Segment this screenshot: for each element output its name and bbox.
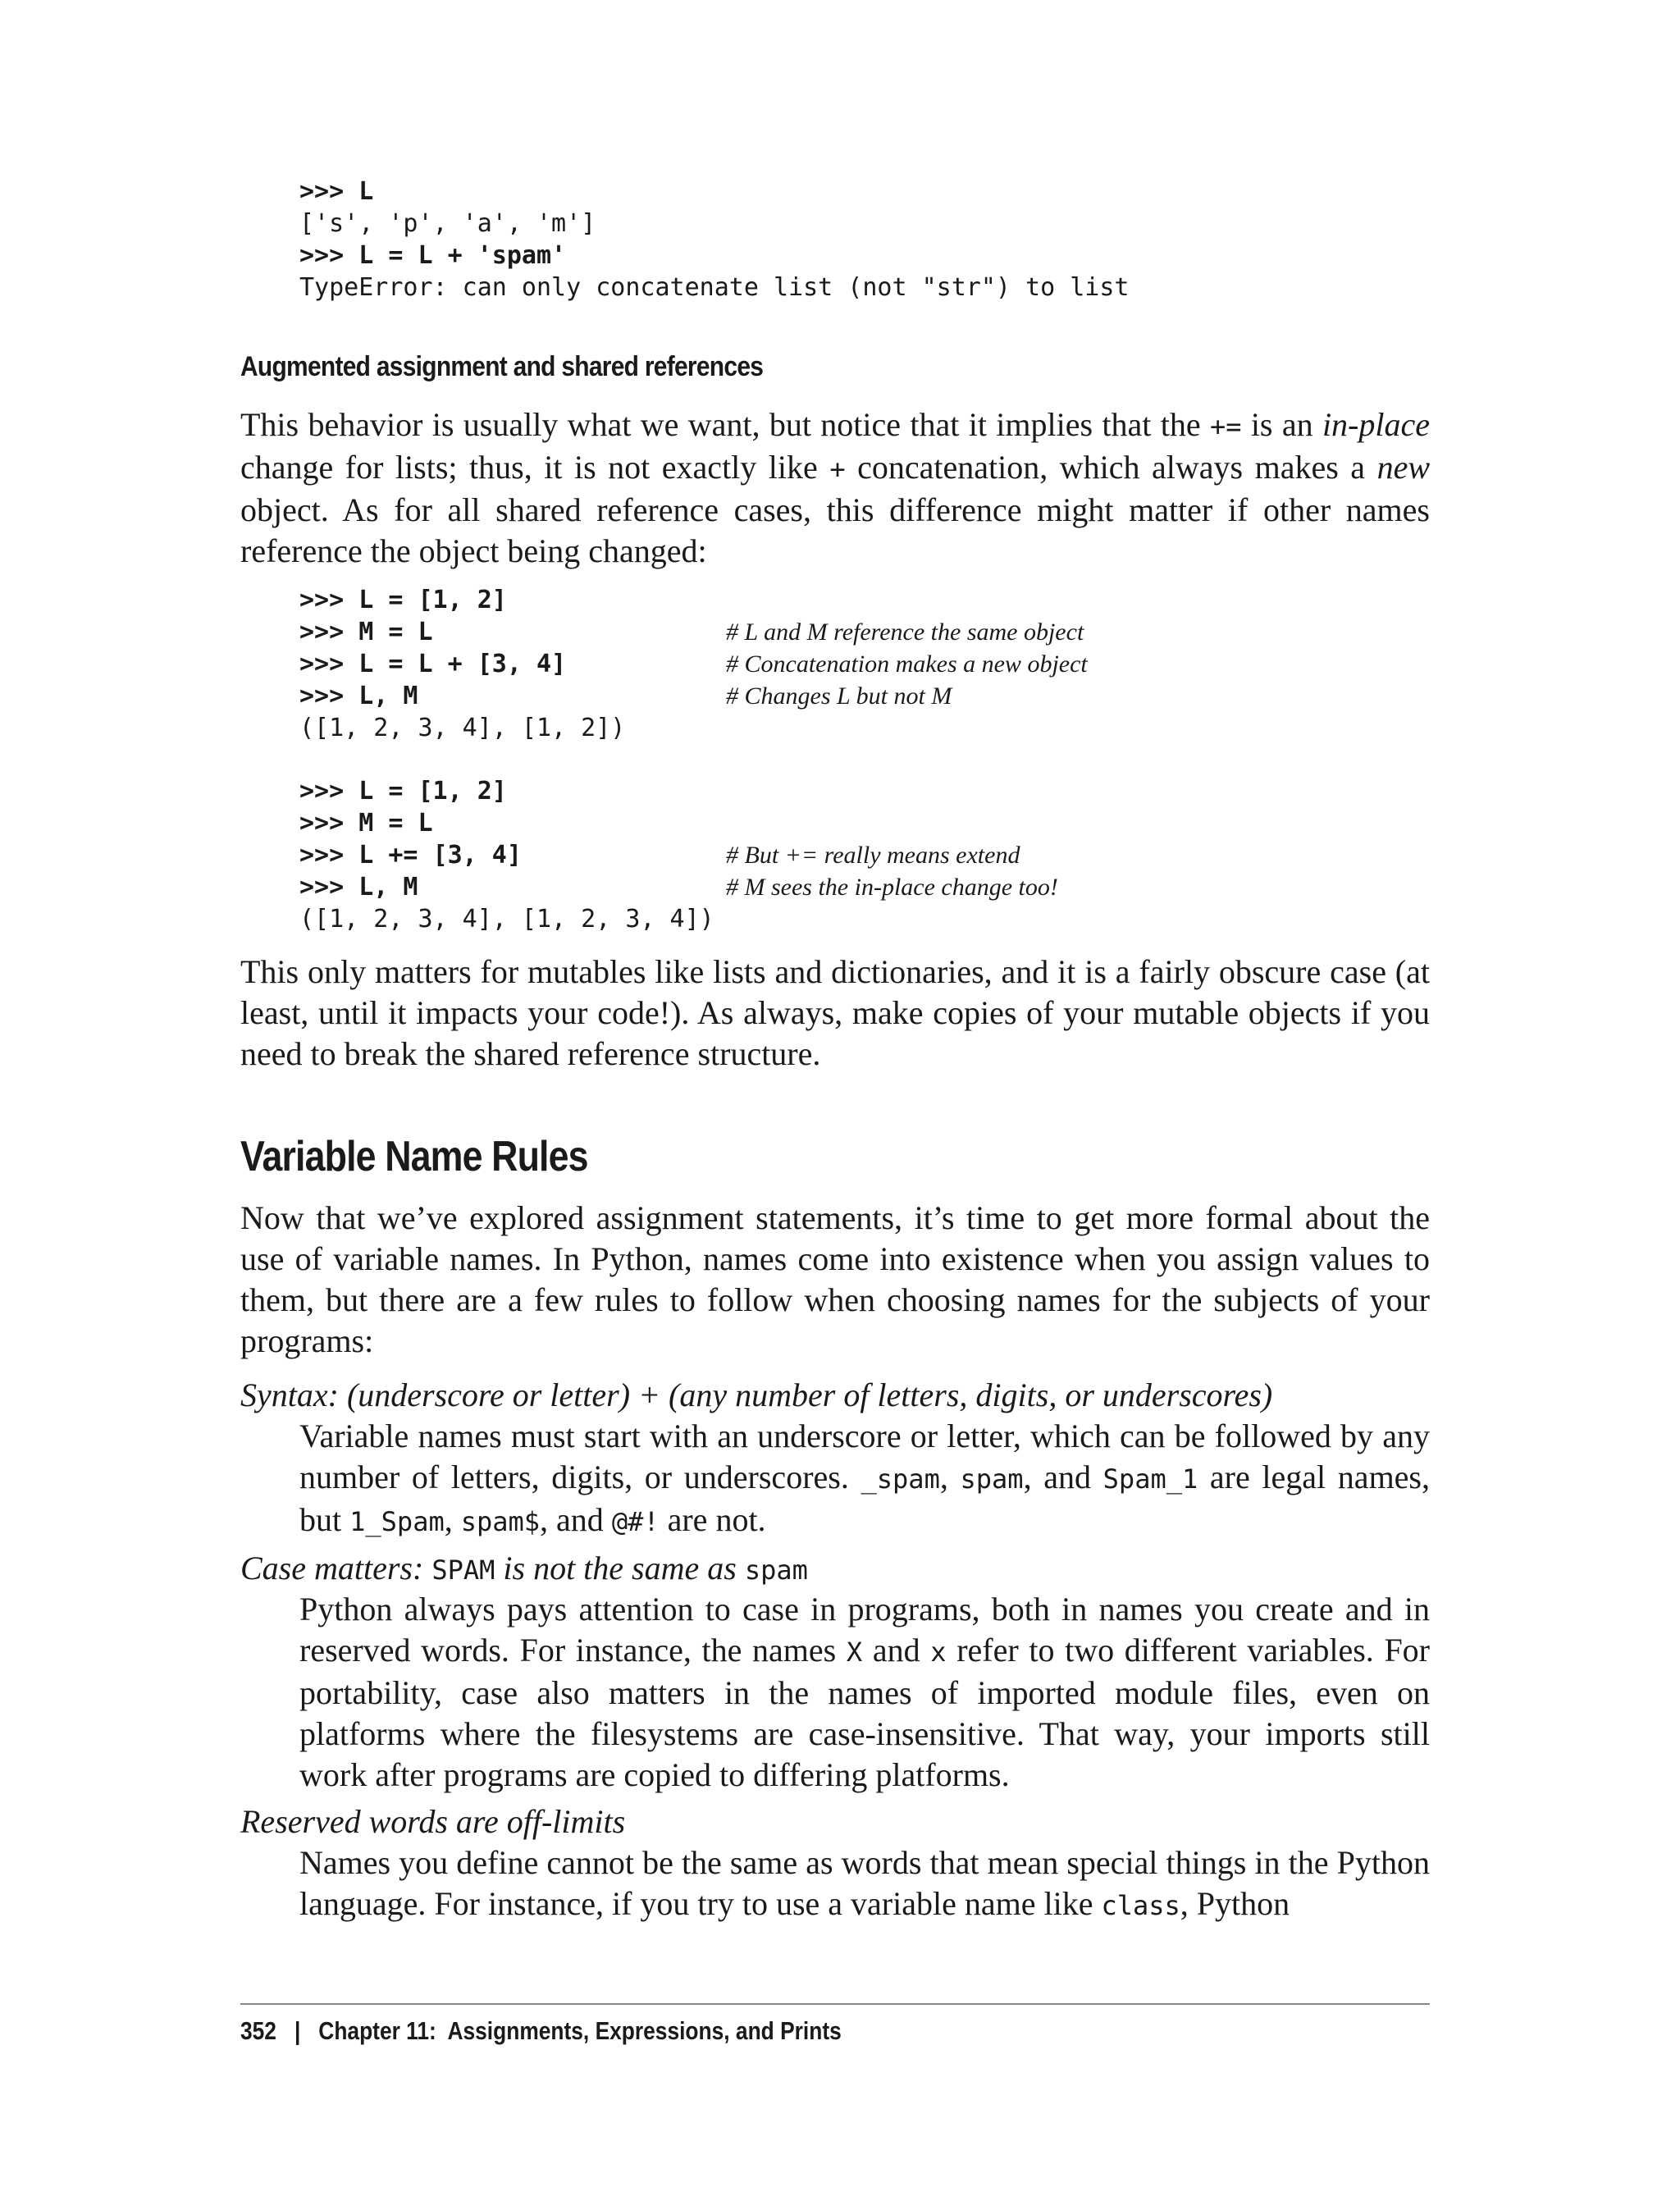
definition-reserved-words: Names you define cannot be the same as words that mean special things in the Python language. For instance, if you try to use a variable name like class, Python [299,1844,1430,1922]
code-line: >>> L = L + 'spam' [299,241,567,270]
definition-syntax: Variable names must start with an underscore or letter, which can be followed by any number of letters, digits, or underscores. _spam, spam, and Spam_1 are legal names, but 1_Spam, spam$, and @#! are not. [299,1418,1430,1538]
code-line: ([1, 2, 3, 4], [1, 2, 3, 4]) [299,905,714,934]
code-comment: # M sees the in-place change too! [726,874,1058,901]
term-case-matters: Case matters: SPAM is not the same as spam [240,1550,808,1586]
code-line: >>> M = L [299,809,433,838]
section-heading: Variable Name Rules [240,1133,588,1180]
code-comment: # Changes L but not M [726,682,952,710]
code-line: >>> L, M # Changes L but not M [299,682,952,710]
code-line: >>> L = [1, 2] [299,777,507,806]
definition-case-matters: Python always pays attention to case in programs, both in names you create and in reserved words. For instance, the names X and x refer to two different variables. For portability, case also matters in the names of imported module files, even on platforms where the filesystems are case-insensitive. That way, your imports still work after programs are copied to differing platforms. [299,1591,1431,1793]
code-line: >>> L += [3, 4] # But += really means extend [299,841,1020,870]
code-block-concat-references [299,584,1088,744]
code-line: ([1, 2, 3, 4], [1, 2]) [299,714,626,742]
code-comment: # Concatenation makes a new object [726,651,1088,678]
page-number: 352 [240,2016,276,2045]
paragraph-mutables: This only matters for mutables like lists and dictionaries, and it is a fairly obscure case (at least, until it impacts your code!). As always, make copies of your mutable objects if you need to break the shared reference structure. [240,953,1430,1072]
term-syntax: Syntax: (underscore or letter) + (any number of letters, digits, or underscores) [240,1376,1273,1413]
chapter-title: Chapter 11: Assignments, Expressions, and Prints [318,2016,842,2045]
code-block-list-concat [299,176,1129,304]
code-line: >>> L = L + [3, 4] # Concatenation makes a new object [299,650,1088,678]
term-reserved-words: Reserved words are off-limits [240,1803,626,1840]
paragraph-augmented: This behavior is usually what we want, but notice that it implies that the += is an in-place change for lists; thus, it is not exactly like + concatenation, which always makes a new object. As for all shared reference cases, this difference might matter if other names reference the object being changed: [240,406,1430,569]
code-line: >>> L = [1, 2] [299,586,507,614]
code-comment: # L and M reference the same object [726,619,1084,646]
page-footer [240,2016,842,2046]
code-line: >>> L [299,177,374,206]
code-comment: # But += really means extend [726,842,1020,869]
code-line: TypeError: can only concatenate list (not "str") to list [299,273,1130,302]
footer-rule [240,2003,1430,2005]
code-line: >>> L, M # M sees the in-place change too! [299,873,1058,902]
code-block-inplace-extend [299,775,1058,935]
paragraph-rules-intro: Now that we’ve explored assignment statements, it’s time to get more formal about the use of variable names. In Python, names come into existence when you assign values to them, but there are a few rules to follow when choosing names for the subjects of your programs: [240,1199,1430,1359]
subsection-heading: Augmented assignment and shared references [240,351,764,382]
code-line: >>> M = L # L and M reference the same object [299,618,1084,646]
code-line: ['s', 'p', 'a', 'm'] [299,209,596,238]
footer-separator: | [294,2016,301,2045]
